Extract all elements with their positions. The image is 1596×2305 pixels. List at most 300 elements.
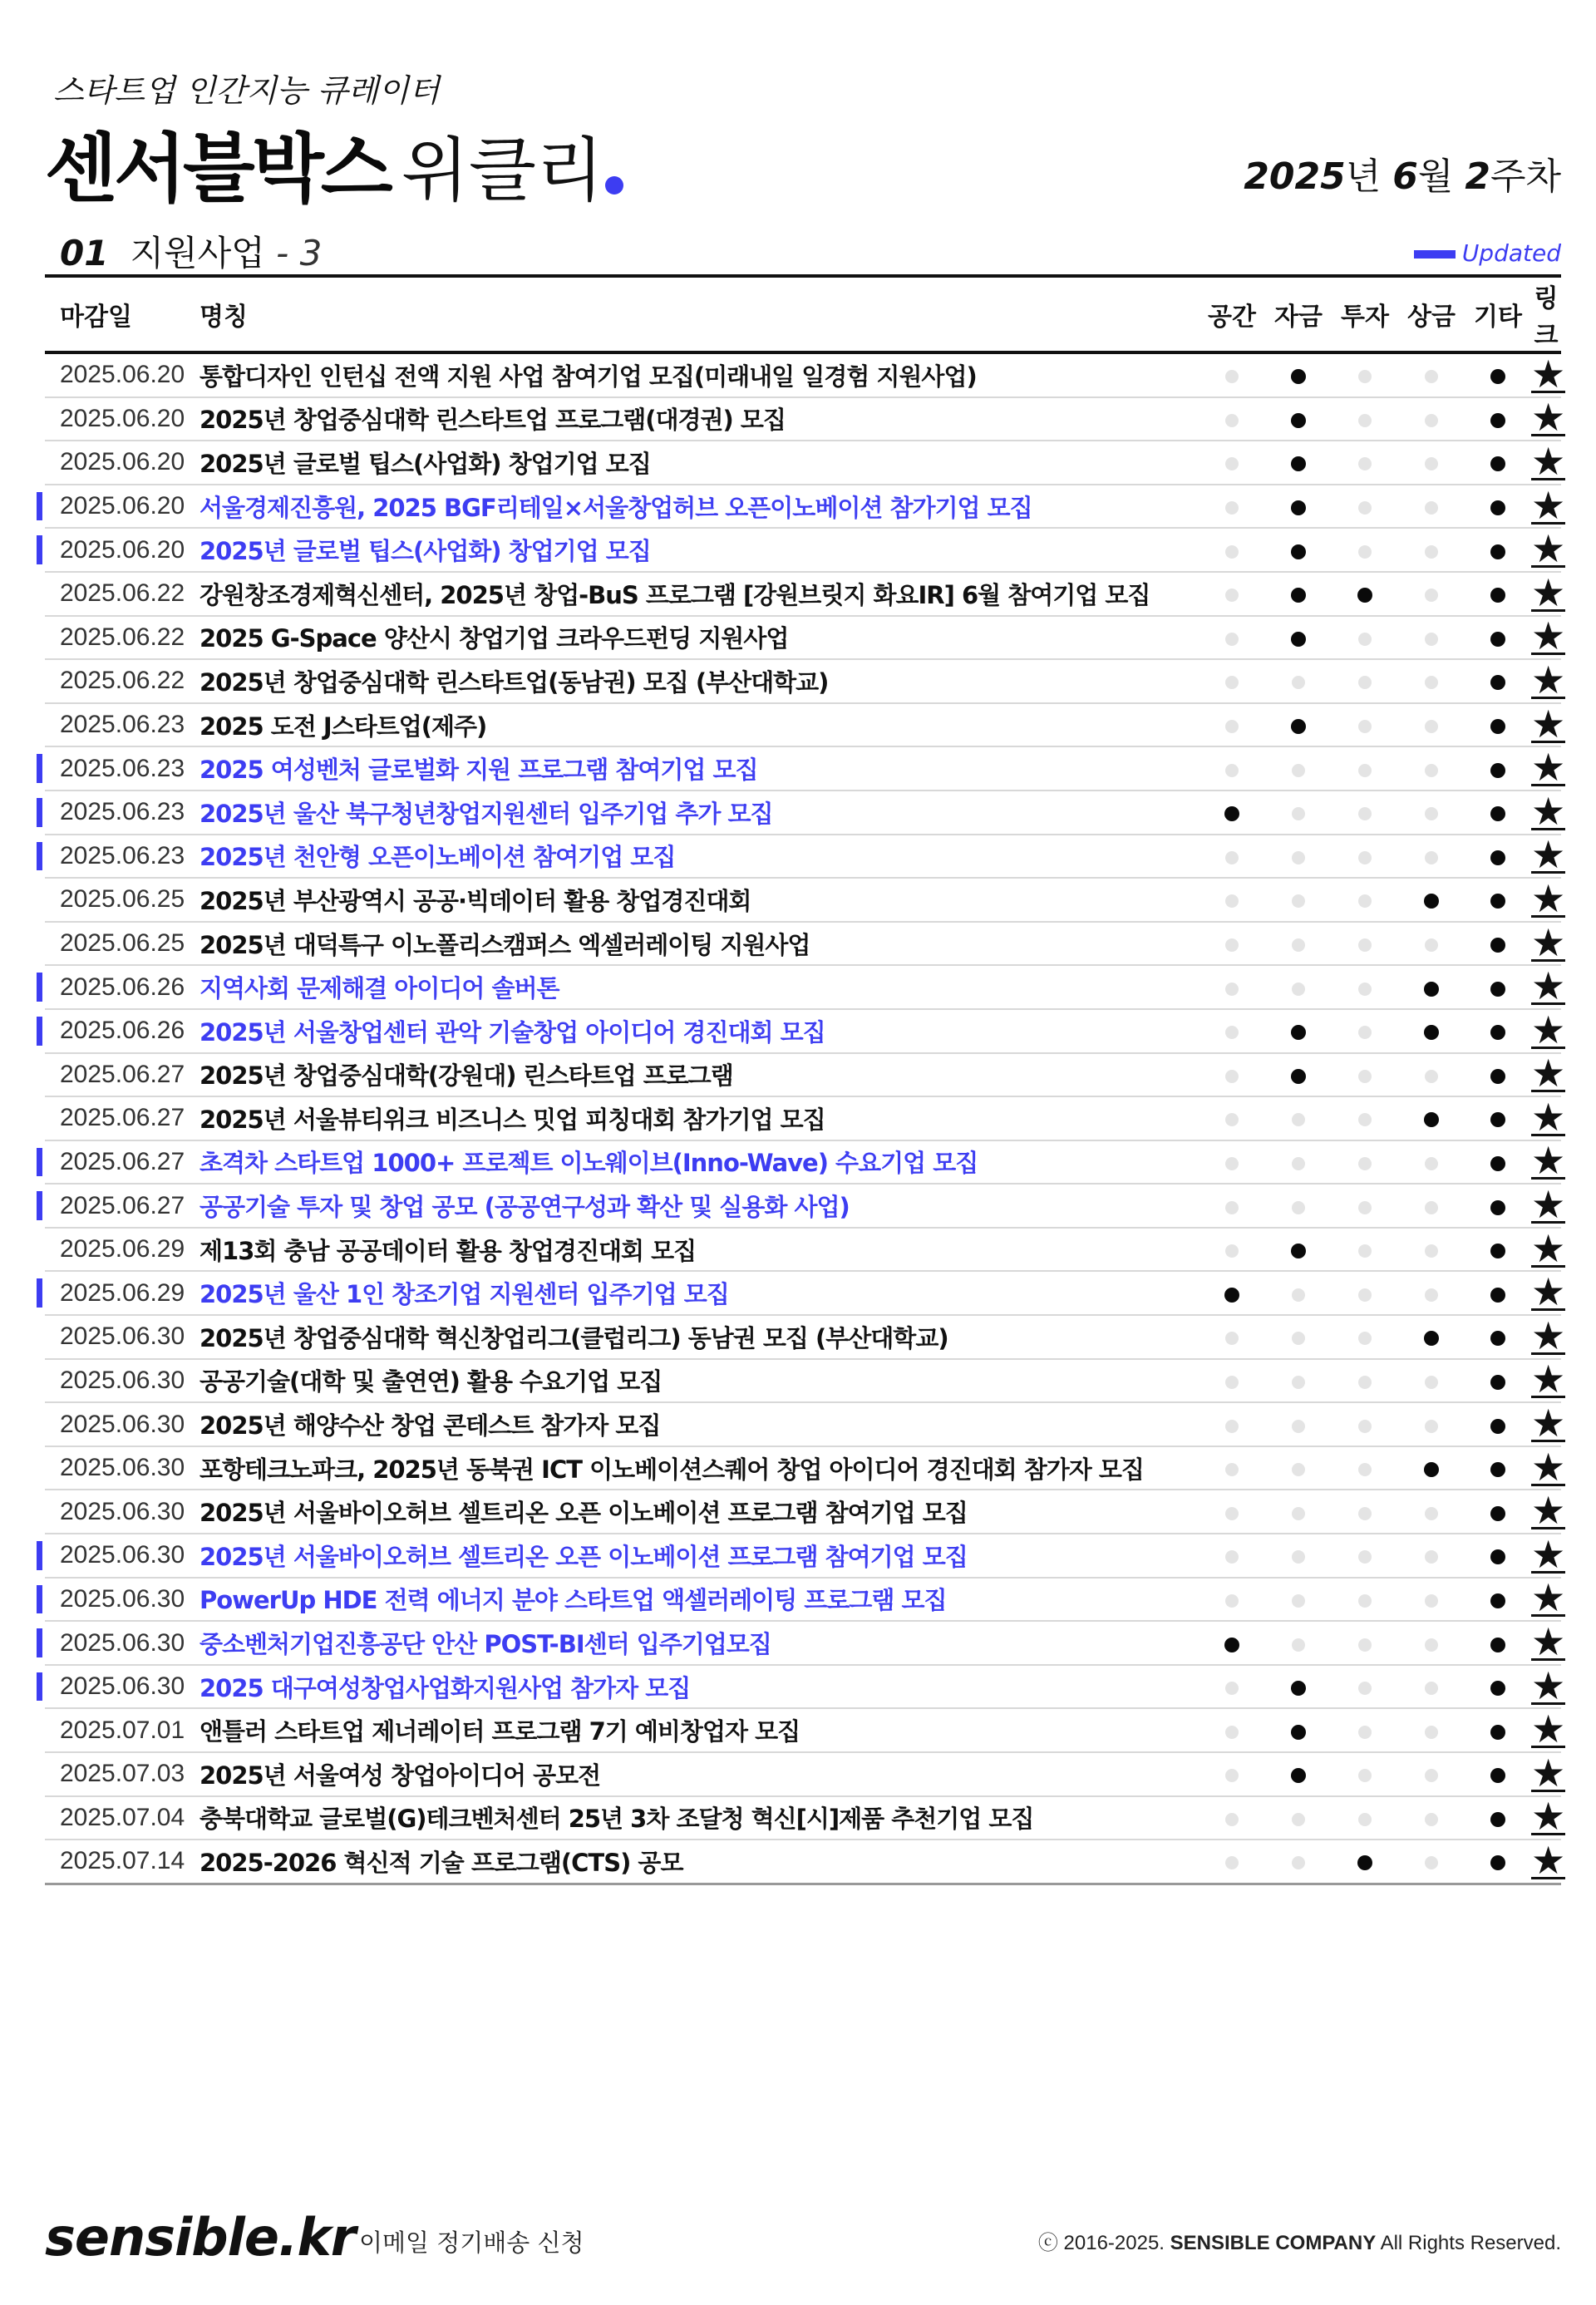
table-row — [45, 878, 1561, 922]
empty-dot-icon — [1358, 1201, 1372, 1214]
empty-dot-icon — [1292, 1113, 1305, 1126]
fund-cell — [1265, 572, 1332, 616]
link-cell[interactable] — [1531, 963, 1566, 1009]
fund-cell — [1265, 922, 1332, 966]
fund-cell — [1265, 746, 1332, 790]
program-name: 2025년 창업중심대학 혁신창업리그(클럽리그) 동남권 모집 (부산대학교) — [200, 1315, 1199, 1359]
star-icon[interactable]: ★ — [1531, 1051, 1566, 1096]
etc-cell — [1465, 878, 1531, 922]
program-name: 2025년 서울바이오허브 셀트리온 오픈 이노베이션 프로그램 참여기업 모집 — [200, 1534, 1199, 1578]
empty-dot-icon — [1225, 1376, 1239, 1389]
link-cell[interactable] — [1531, 657, 1566, 703]
deadline-cell: 2025.06.26 — [45, 1009, 200, 1053]
fund-cell — [1265, 441, 1332, 485]
empty-dot-icon — [1358, 983, 1372, 996]
star-icon[interactable]: ★ — [1531, 1837, 1566, 1883]
empty-dot-icon — [1425, 720, 1438, 733]
etc-cell — [1465, 1490, 1531, 1534]
fund-cell — [1265, 397, 1332, 441]
star-icon[interactable]: ★ — [1531, 919, 1566, 965]
program-name: 2025년 대덕특구 이노폴리스캠퍼스 엑셀러레이팅 지원사업 — [200, 922, 1199, 966]
header-deadline: 마감일 — [45, 276, 200, 352]
empty-dot-icon — [1292, 983, 1305, 996]
star-icon[interactable]: ★ — [1531, 788, 1566, 834]
etc-cell — [1465, 703, 1531, 747]
space-cell — [1199, 790, 1265, 835]
filled-dot-icon — [1291, 1025, 1306, 1040]
filled-dot-icon — [1291, 632, 1306, 647]
star-icon[interactable]: ★ — [1531, 1575, 1566, 1621]
table-row — [45, 572, 1561, 616]
etc-cell — [1465, 1096, 1531, 1140]
star-icon[interactable]: ★ — [1531, 1488, 1566, 1534]
program-name: 2025년 서울바이오허브 셀트리온 오픈 이노베이션 프로그램 참여기업 모집 — [200, 1490, 1199, 1534]
updated-legend — [1414, 239, 1561, 267]
link-cell[interactable] — [1531, 701, 1566, 747]
fund-cell — [1265, 1446, 1332, 1490]
link-cell[interactable] — [1531, 1575, 1566, 1622]
prize-cell — [1398, 1665, 1465, 1709]
filled-dot-icon — [1490, 1855, 1505, 1870]
brand-title-light: 위클리 — [401, 130, 604, 211]
section-heading — [60, 226, 322, 276]
link-cell[interactable] — [1531, 1662, 1566, 1709]
empty-dot-icon — [1358, 1594, 1372, 1608]
space-cell — [1199, 1796, 1265, 1840]
link-cell[interactable] — [1531, 613, 1566, 660]
fund-cell — [1265, 1053, 1332, 1097]
deadline-cell: 2025.07.04 — [45, 1796, 200, 1840]
prize-cell — [1398, 1053, 1465, 1097]
program-name: 지역사회 문제해결 아이디어 솔버톤 — [200, 965, 1199, 1009]
etc-cell — [1465, 1708, 1531, 1752]
fund-cell — [1265, 1490, 1332, 1534]
filled-dot-icon — [1490, 1725, 1505, 1740]
empty-dot-icon — [1292, 1856, 1305, 1869]
star-icon[interactable]: ★ — [1531, 1269, 1566, 1315]
empty-dot-icon — [1225, 938, 1239, 952]
empty-dot-icon — [1425, 1157, 1438, 1170]
space-cell — [1199, 528, 1265, 572]
etc-cell — [1465, 965, 1531, 1009]
empty-dot-icon — [1425, 1682, 1438, 1695]
program-name: 2025-2026 혁신적 기술 프로그램(CTS) 공모 — [200, 1840, 1199, 1884]
empty-dot-icon — [1358, 1157, 1372, 1170]
star-icon[interactable]: ★ — [1531, 526, 1566, 572]
table-header — [45, 276, 1561, 352]
deadline-cell: 2025.06.20 — [45, 397, 200, 441]
etc-cell — [1465, 1796, 1531, 1840]
empty-dot-icon — [1225, 1420, 1239, 1433]
empty-dot-icon — [1425, 633, 1438, 646]
link-cell[interactable] — [1531, 745, 1566, 790]
star-icon[interactable]: ★ — [1531, 613, 1566, 659]
deadline-cell: 2025.06.23 — [45, 790, 200, 835]
link-cell[interactable] — [1531, 1094, 1566, 1140]
section-part: - 3 — [264, 233, 323, 273]
link-cell[interactable] — [1531, 1182, 1566, 1228]
star-icon[interactable]: ★ — [1531, 482, 1566, 528]
space-cell — [1199, 878, 1265, 922]
link-cell[interactable] — [1531, 1401, 1566, 1446]
program-name: 2025 여성벤처 글로벌화 지원 프로그램 참여기업 모집 — [200, 746, 1199, 790]
star-icon[interactable]: ★ — [1531, 1750, 1566, 1795]
header-prize: 상금 — [1398, 276, 1465, 352]
link-cell[interactable] — [1531, 832, 1566, 879]
prize-cell — [1398, 485, 1465, 529]
prize-cell — [1398, 1271, 1465, 1315]
empty-dot-icon — [1225, 851, 1239, 864]
empty-dot-icon — [1292, 1550, 1305, 1564]
program-name: 2025 G-Space 양산시 창업기업 크라우드펀딩 지원사업 — [200, 616, 1199, 660]
link-cell[interactable] — [1531, 482, 1566, 529]
empty-dot-icon — [1292, 1638, 1305, 1652]
section-number: 01 — [60, 233, 109, 273]
table-row — [45, 1752, 1561, 1796]
table-row — [45, 1840, 1561, 1884]
empty-dot-icon — [1358, 894, 1372, 908]
star-icon[interactable]: ★ — [1531, 832, 1566, 878]
filled-dot-icon — [1424, 1112, 1439, 1127]
footer-logo[interactable]: sensible.kr — [45, 2207, 356, 2268]
link-cell[interactable] — [1531, 788, 1566, 835]
empty-dot-icon — [1358, 1813, 1372, 1826]
link-cell[interactable] — [1531, 395, 1566, 441]
empty-dot-icon — [1358, 938, 1372, 952]
etc-cell — [1465, 835, 1531, 879]
fund-cell — [1265, 1359, 1332, 1403]
section-title: 지원사업 — [130, 233, 265, 273]
program-name: 2025년 울산 1인 창조기업 지원센터 입주기업 모집 — [200, 1271, 1199, 1315]
star-icon[interactable]: ★ — [1531, 1707, 1566, 1752]
fund-cell — [1265, 1621, 1332, 1665]
link-cell[interactable] — [1531, 1707, 1566, 1752]
program-name: 앤틀러 스타트업 제너레이터 프로그램 7기 예비창업자 모집 — [200, 1708, 1199, 1752]
deadline-cell: 2025.06.29 — [45, 1271, 200, 1315]
program-name: 2025년 부산광역시 공공·빅데이터 활용 창업경진대회 — [200, 878, 1199, 922]
prize-cell — [1398, 1184, 1465, 1228]
filled-dot-icon — [1490, 1812, 1505, 1827]
etc-cell — [1465, 1840, 1531, 1884]
empty-dot-icon — [1225, 676, 1239, 689]
filled-dot-icon — [1291, 456, 1306, 471]
link-cell[interactable] — [1531, 875, 1566, 922]
invest-cell — [1332, 922, 1398, 966]
star-icon[interactable]: ★ — [1531, 351, 1566, 396]
link-cell[interactable] — [1531, 1051, 1566, 1097]
filled-dot-icon — [1490, 1244, 1505, 1258]
filled-dot-icon — [1490, 938, 1505, 953]
filled-dot-icon — [1490, 1156, 1505, 1171]
program-name: 2025 도전 J스타트업(제주) — [200, 703, 1199, 747]
filled-dot-icon — [1490, 456, 1505, 471]
space-cell — [1199, 1446, 1265, 1490]
empty-dot-icon — [1425, 764, 1438, 777]
program-name: 2025년 천안형 오픈이노베이션 참여기업 모집 — [200, 835, 1199, 879]
program-name: 충북대학교 글로벌(G)테크벤처센터 25년 3차 조달청 혁신[시]제품 추천기업 모집 — [200, 1796, 1199, 1840]
fund-cell — [1265, 1578, 1332, 1622]
prize-cell — [1398, 1315, 1465, 1359]
program-name: 2025년 울산 북구청년창업지원센터 입주기업 추가 모집 — [200, 790, 1199, 835]
filled-dot-icon — [1490, 1375, 1505, 1390]
link-cell[interactable] — [1531, 526, 1566, 572]
link-cell[interactable] — [1531, 351, 1566, 397]
fund-cell — [1265, 703, 1332, 747]
fund-cell — [1265, 352, 1332, 397]
link-cell[interactable] — [1531, 1269, 1566, 1315]
filled-dot-icon — [1490, 894, 1505, 909]
invest-cell — [1332, 1534, 1398, 1578]
program-name: 2025년 글로벌 팁스(사업화) 창업기업 모집 — [200, 441, 1199, 485]
deadline-cell: 2025.06.30 — [45, 1665, 200, 1709]
empty-dot-icon — [1292, 1288, 1305, 1302]
star-icon[interactable]: ★ — [1531, 569, 1566, 615]
invest-cell — [1332, 1053, 1398, 1097]
filled-dot-icon — [1357, 1855, 1372, 1870]
empty-dot-icon — [1225, 1550, 1239, 1564]
invest-cell — [1332, 1621, 1398, 1665]
star-icon[interactable]: ★ — [1531, 1401, 1566, 1446]
prize-cell — [1398, 835, 1465, 879]
invest-cell — [1332, 1446, 1398, 1490]
fund-cell — [1265, 1402, 1332, 1446]
star-icon[interactable]: ★ — [1531, 1794, 1566, 1840]
filled-dot-icon — [1490, 632, 1505, 647]
filled-dot-icon — [1490, 544, 1505, 559]
deadline-cell: 2025.06.20 — [45, 441, 200, 485]
program-name: 포항테크노파크, 2025년 동북권 ICT 이노베이션스퀘어 창업 아이디어 경진대회 참가자 모집 — [200, 1446, 1199, 1490]
filled-dot-icon — [1490, 982, 1505, 997]
empty-dot-icon — [1225, 1157, 1239, 1170]
empty-dot-icon — [1425, 589, 1438, 602]
empty-dot-icon — [1292, 938, 1305, 952]
star-icon[interactable]: ★ — [1531, 1662, 1566, 1708]
empty-dot-icon — [1425, 676, 1438, 689]
star-icon[interactable]: ★ — [1531, 1531, 1566, 1577]
empty-dot-icon — [1425, 1201, 1438, 1214]
empty-dot-icon — [1358, 501, 1372, 515]
star-icon[interactable]: ★ — [1531, 1619, 1566, 1665]
space-cell — [1199, 1009, 1265, 1053]
star-icon[interactable]: ★ — [1531, 963, 1566, 1009]
star-icon[interactable]: ★ — [1531, 438, 1566, 484]
empty-dot-icon — [1358, 1726, 1372, 1739]
prize-cell — [1398, 352, 1465, 397]
table-row — [45, 1271, 1561, 1315]
invest-cell — [1332, 835, 1398, 879]
filled-dot-icon — [1490, 1288, 1505, 1303]
space-cell — [1199, 1315, 1265, 1359]
deadline-cell: 2025.06.26 — [45, 965, 200, 1009]
table-row — [45, 1402, 1561, 1446]
empty-dot-icon — [1358, 457, 1372, 470]
brand-title-bold: 센서블박스 — [45, 126, 390, 213]
etc-cell — [1465, 441, 1531, 485]
program-name: 공공기술(대학 및 출연연) 활용 수요기업 모집 — [200, 1359, 1199, 1403]
empty-dot-icon — [1358, 1244, 1372, 1258]
empty-dot-icon — [1292, 851, 1305, 864]
empty-dot-icon — [1358, 1420, 1372, 1433]
deadline-cell: 2025.06.29 — [45, 1228, 200, 1272]
empty-dot-icon — [1358, 545, 1372, 559]
table-row — [45, 1228, 1561, 1272]
etc-cell — [1465, 1621, 1531, 1665]
etc-cell — [1465, 1446, 1531, 1490]
invest-cell — [1332, 1228, 1398, 1272]
filled-dot-icon — [1224, 806, 1239, 821]
empty-dot-icon — [1225, 1463, 1239, 1476]
link-cell[interactable] — [1531, 1794, 1566, 1840]
invest-cell — [1332, 352, 1398, 397]
link-cell[interactable] — [1531, 919, 1566, 966]
star-icon[interactable]: ★ — [1531, 875, 1566, 921]
star-icon[interactable]: ★ — [1531, 701, 1566, 746]
empty-dot-icon — [1358, 1376, 1372, 1389]
program-name: 강원창조경제혁신센터, 2025년 창업-BuS 프로그램 [강원브릿지 화요IR] 6월 참여기업 모집 — [200, 572, 1199, 616]
empty-dot-icon — [1225, 1244, 1239, 1258]
prize-cell — [1398, 790, 1465, 835]
link-cell[interactable] — [1531, 1225, 1566, 1272]
filled-dot-icon — [1291, 369, 1306, 384]
filled-dot-icon — [1291, 1244, 1306, 1258]
empty-dot-icon — [1292, 1463, 1305, 1476]
link-cell[interactable] — [1531, 1837, 1566, 1884]
star-icon[interactable]: ★ — [1531, 1138, 1566, 1184]
empty-dot-icon — [1225, 370, 1239, 383]
invest-cell — [1332, 441, 1398, 485]
table-row — [45, 1446, 1561, 1490]
link-cell[interactable] — [1531, 1357, 1566, 1403]
link-cell[interactable] — [1531, 1007, 1566, 1053]
fund-cell — [1265, 790, 1332, 835]
star-icon[interactable]: ★ — [1531, 1357, 1566, 1402]
empty-dot-icon — [1225, 1332, 1239, 1345]
space-cell — [1199, 746, 1265, 790]
prize-cell — [1398, 1490, 1465, 1534]
fund-cell — [1265, 659, 1332, 703]
empty-dot-icon — [1358, 1288, 1372, 1302]
empty-dot-icon — [1292, 1157, 1305, 1170]
star-icon[interactable]: ★ — [1531, 1094, 1566, 1140]
prize-cell — [1398, 1752, 1465, 1796]
prize-cell — [1398, 1140, 1465, 1185]
invest-cell — [1332, 1665, 1398, 1709]
program-name: 2025년 글로벌 팁스(사업화) 창업기업 모집 — [200, 528, 1199, 572]
empty-dot-icon — [1292, 1594, 1305, 1608]
invest-cell — [1332, 1840, 1398, 1884]
star-icon[interactable]: ★ — [1531, 1007, 1566, 1052]
space-cell — [1199, 1096, 1265, 1140]
newsletter-link[interactable]: 이메일 정기배송 신청 — [359, 2229, 584, 2257]
empty-dot-icon — [1225, 1113, 1239, 1126]
invest-cell — [1332, 1752, 1398, 1796]
link-cell[interactable] — [1531, 569, 1566, 616]
filled-dot-icon — [1490, 675, 1505, 690]
space-cell — [1199, 572, 1265, 616]
space-cell — [1199, 1840, 1265, 1884]
filled-dot-icon — [1490, 1462, 1505, 1477]
issue-year: 2025 — [1244, 155, 1346, 198]
filled-dot-icon — [1291, 719, 1306, 734]
deadline-cell: 2025.06.27 — [45, 1140, 200, 1185]
prize-cell — [1398, 1708, 1465, 1752]
link-cell[interactable] — [1531, 1313, 1566, 1359]
invest-cell — [1332, 1140, 1398, 1185]
prize-cell — [1398, 878, 1465, 922]
star-icon[interactable]: ★ — [1531, 745, 1566, 790]
deadline-cell: 2025.06.30 — [45, 1446, 200, 1490]
star-icon[interactable]: ★ — [1531, 1444, 1566, 1490]
table-row — [45, 835, 1561, 879]
program-name: 2025년 해양수산 창업 콘테스트 참가자 모집 — [200, 1402, 1199, 1446]
link-cell[interactable] — [1531, 1138, 1566, 1185]
empty-dot-icon — [1358, 1682, 1372, 1695]
link-cell[interactable] — [1531, 1531, 1566, 1578]
star-icon[interactable]: ★ — [1531, 1225, 1566, 1271]
table-row — [45, 1796, 1561, 1840]
filled-dot-icon — [1490, 850, 1505, 865]
program-name: 2025년 서울창업센터 관악 기술창업 아이디어 경진대회 모집 — [200, 1009, 1199, 1053]
filled-dot-icon — [1490, 1768, 1505, 1783]
star-icon[interactable]: ★ — [1531, 657, 1566, 702]
deadline-cell: 2025.06.30 — [45, 1578, 200, 1622]
prize-cell — [1398, 1228, 1465, 1272]
empty-dot-icon — [1425, 501, 1438, 515]
empty-dot-icon — [1425, 1769, 1438, 1782]
header-link: 링크 — [1531, 276, 1561, 352]
link-cell[interactable] — [1531, 1488, 1566, 1534]
empty-dot-icon — [1225, 1726, 1239, 1739]
link-cell[interactable] — [1531, 1750, 1566, 1796]
prize-cell — [1398, 1534, 1465, 1578]
space-cell — [1199, 441, 1265, 485]
program-name: 2025년 창업중심대학 린스타트업 프로그램(대경권) 모집 — [200, 397, 1199, 441]
filled-dot-icon — [1291, 500, 1306, 515]
fund-cell — [1265, 1315, 1332, 1359]
filled-dot-icon — [1490, 719, 1505, 734]
etc-cell — [1465, 659, 1531, 703]
filled-dot-icon — [1490, 1638, 1505, 1652]
program-name: 2025년 서울여성 창업아이디어 공모전 — [200, 1752, 1199, 1796]
program-name: 2025년 창업중심대학 린스타트업(동남권) 모집 (부산대학교) — [200, 659, 1199, 703]
link-cell[interactable] — [1531, 438, 1566, 485]
empty-dot-icon — [1225, 1594, 1239, 1608]
empty-dot-icon — [1358, 633, 1372, 646]
empty-dot-icon — [1358, 1463, 1372, 1476]
table-row — [45, 703, 1561, 747]
invest-cell — [1332, 1578, 1398, 1622]
link-cell[interactable] — [1531, 1444, 1566, 1490]
link-cell[interactable] — [1531, 1619, 1566, 1665]
deadline-cell: 2025.06.30 — [45, 1490, 200, 1534]
empty-dot-icon — [1292, 1201, 1305, 1214]
empty-dot-icon — [1425, 938, 1438, 952]
etc-cell — [1465, 1534, 1531, 1578]
program-name: 서울경제진흥원, 2025 BGF리테일×서울창업허브 오픈이노베이션 참가기업 모집 — [200, 485, 1199, 529]
space-cell — [1199, 1708, 1265, 1752]
filled-dot-icon — [1490, 369, 1505, 384]
star-icon[interactable]: ★ — [1531, 1182, 1566, 1228]
empty-dot-icon — [1425, 545, 1438, 559]
fund-cell — [1265, 1534, 1332, 1578]
header-space: 공간 — [1199, 276, 1265, 352]
empty-dot-icon — [1358, 1070, 1372, 1083]
star-icon[interactable]: ★ — [1531, 1313, 1566, 1358]
fund-cell — [1265, 528, 1332, 572]
deadline-cell: 2025.06.20 — [45, 485, 200, 529]
deadline-cell: 2025.06.20 — [45, 352, 200, 397]
star-icon[interactable]: ★ — [1531, 395, 1566, 441]
